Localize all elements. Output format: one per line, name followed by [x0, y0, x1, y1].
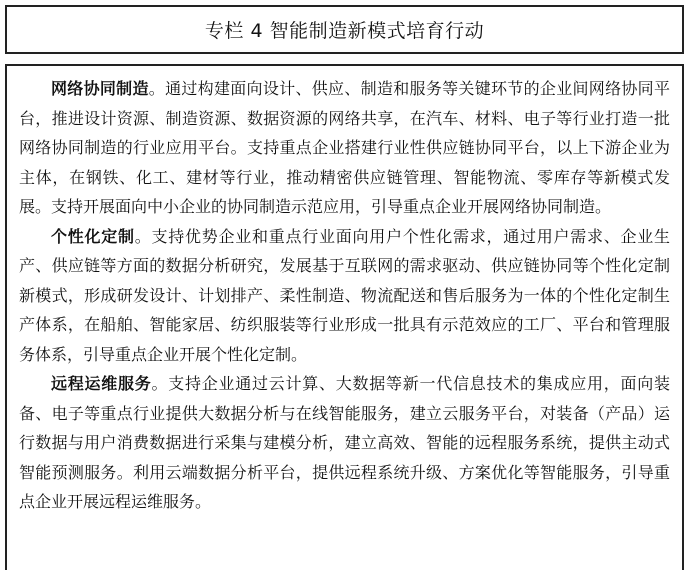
paragraph-heading: 个性化定制: [51, 226, 135, 246]
paragraph-personalized-customization: [19, 222, 670, 370]
box-title-frame: [5, 5, 684, 54]
paragraph-remote-operation-maintenance: [19, 369, 670, 517]
paragraph-heading: 网络协同制造: [51, 79, 149, 98]
box-content-frame: [5, 64, 684, 570]
paragraph-text: 。支持企业通过云计算、大数据等新一代信息技术的集成应用，面向装备、电子等重点行业提供大数据分析与在线智能服务，建立云服务平台，对装备（产品）运行数据与用户消费数据进行采集与建模分析，建立高效、智能的远程服务系统，提供主动式智能预测服务。利用云端数据分析平台，提供远程系统升级、方案优化等智能服务，引导重点企业开展远程运维服务。: [19, 374, 670, 511]
paragraph-text: 。通过构建面向设计、供应、制造和服务等关键环节的企业间网络协同平台，推进设计资源、制造资源、数据资源的网络共享，在汽车、材料、电子等行业打造一批网络协同制造的行业应用平台。支持重点企业搭建行业性供应链协同平台，以上下游企业为主体，在钢铁、化工、建材等行业，推动精密供应链管理、智能物流、零库存等新模式发展。支持开展面向中小企业的协同制造示范应用，引导重点企业开展网络协同制造。: [19, 79, 670, 216]
paragraph-heading: 远程运维服务: [51, 374, 152, 393]
paragraph-network-collaborative-manufacturing: [19, 74, 670, 222]
box-title: 专栏 4 智能制造新模式培育行动: [204, 20, 485, 42]
paragraph-text: 。支持优势企业和重点行业面向用户个性化需求，通过用户需求、企业生产、供应链等方面的数据分析研究，发展基于互联网的需求驱动、供应链协同等个性化定制新模式，形成研发设计、计划排产、柔性制造、物流配送和售后服务为一体的个性化定制生产体系，在船舶、智能家居、纺织服装等行业形成一批具有示范效应的工厂、平台和管理服务体系，引导重点企业开展个性化定制。: [19, 226, 670, 364]
